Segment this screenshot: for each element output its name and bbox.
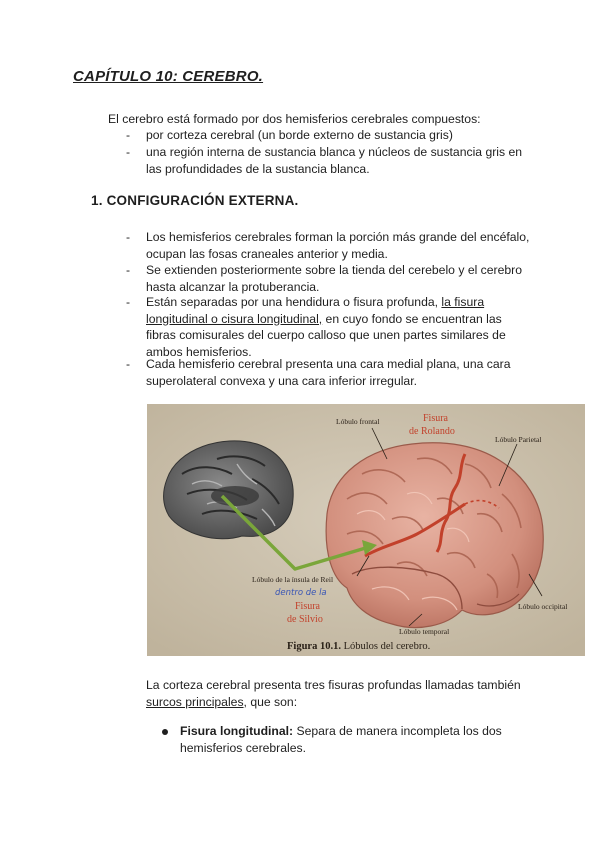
- caption-number: Figura 10.1.: [287, 641, 341, 652]
- label-rolando-1: Fisura: [423, 413, 448, 424]
- label-silvio-1: Fisura: [295, 601, 320, 612]
- section-item-text: Los hemisferios cerebrales forman la porción más grande del encéfalo, ocupan las fosas craneales anterior y media.: [146, 230, 530, 261]
- label-frontal-lobe: Lóbulo frontal: [336, 417, 380, 426]
- label-temporal-lobe: Lóbulo temporal: [399, 627, 450, 636]
- dash-bullet: -: [126, 230, 131, 244]
- brain-figure: [147, 404, 585, 656]
- section-heading: 1. CONFIGURACIÓN EXTERNA.: [91, 193, 299, 208]
- label-insula-lobe: Lóbulo de la ínsula de Reil: [252, 575, 334, 584]
- fissure-term: Fisura longitudinal:: [180, 724, 294, 738]
- label-silvio-2: de Silvio: [287, 614, 323, 625]
- label-parietal-lobe: Lóbulo Parietal: [495, 435, 542, 444]
- intro-item-text: una región interna de sustancia blanca y núcleos de sustancia gris en las profundidades de la sustancia blanca.: [146, 145, 523, 176]
- label-rolando-2: de Rolando: [409, 426, 455, 437]
- chapter-title: CAPÍTULO 10: CEREBRO.: [73, 68, 264, 85]
- intro-item-text: por corteza cerebral (un borde externo de sustancia gris): [146, 128, 453, 142]
- dash-bullet: -: [126, 145, 131, 159]
- intro-lead: El cerebro está formado por dos hemisferios cerebrales compuestos:: [108, 112, 481, 126]
- caption-text: Lóbulos del cerebro.: [340, 641, 431, 652]
- figure-caption: [287, 641, 430, 652]
- dash-bullet: -: [126, 357, 131, 371]
- brain-illustration: [147, 404, 585, 656]
- paragraph-text-part: , que son:: [243, 694, 298, 709]
- item-text-part: Están separadas por una hendidura o fisura profunda,: [146, 295, 442, 309]
- fissure-description: Separa de manera incompleta los dos hemisferios cerebrales.: [180, 724, 502, 755]
- dash-bullet: -: [126, 128, 131, 142]
- section-item-text: Cada hemisferio cerebral presenta una cara medial plana, una cara superolateral convexa y una cara inferior irregular.: [146, 357, 511, 388]
- paragraph-text-part: La corteza cerebral presenta tres fisuras profundas llamadas también: [146, 678, 521, 692]
- main-sulci-term: surcos principales: [146, 694, 244, 709]
- section-item-text: Se extienden posteriormente sobre la tienda del cerebelo y el cerebro hasta alcanzar la protuberancia.: [146, 263, 523, 294]
- handwritten-note: dentro de la: [275, 588, 327, 598]
- cortex-paragraph: [146, 677, 536, 710]
- item-text-part: en cuyo fondo se encuentran las fibras comisurales del cuerpo calloso que unen partes similares de ambos hemisferios.: [146, 311, 506, 359]
- section-item-text: [146, 294, 534, 360]
- label-occipital-lobe: Lóbulo occipital: [518, 602, 568, 611]
- fissure-item-text: [180, 723, 520, 756]
- bullet-dot: [162, 729, 168, 735]
- dash-bullet: -: [126, 263, 131, 277]
- lateral-brain-view: [326, 443, 543, 628]
- longitudinal-fissure-term: la fisura longitudinal o cisura longitudinal,: [146, 295, 485, 326]
- dash-bullet: -: [126, 295, 131, 309]
